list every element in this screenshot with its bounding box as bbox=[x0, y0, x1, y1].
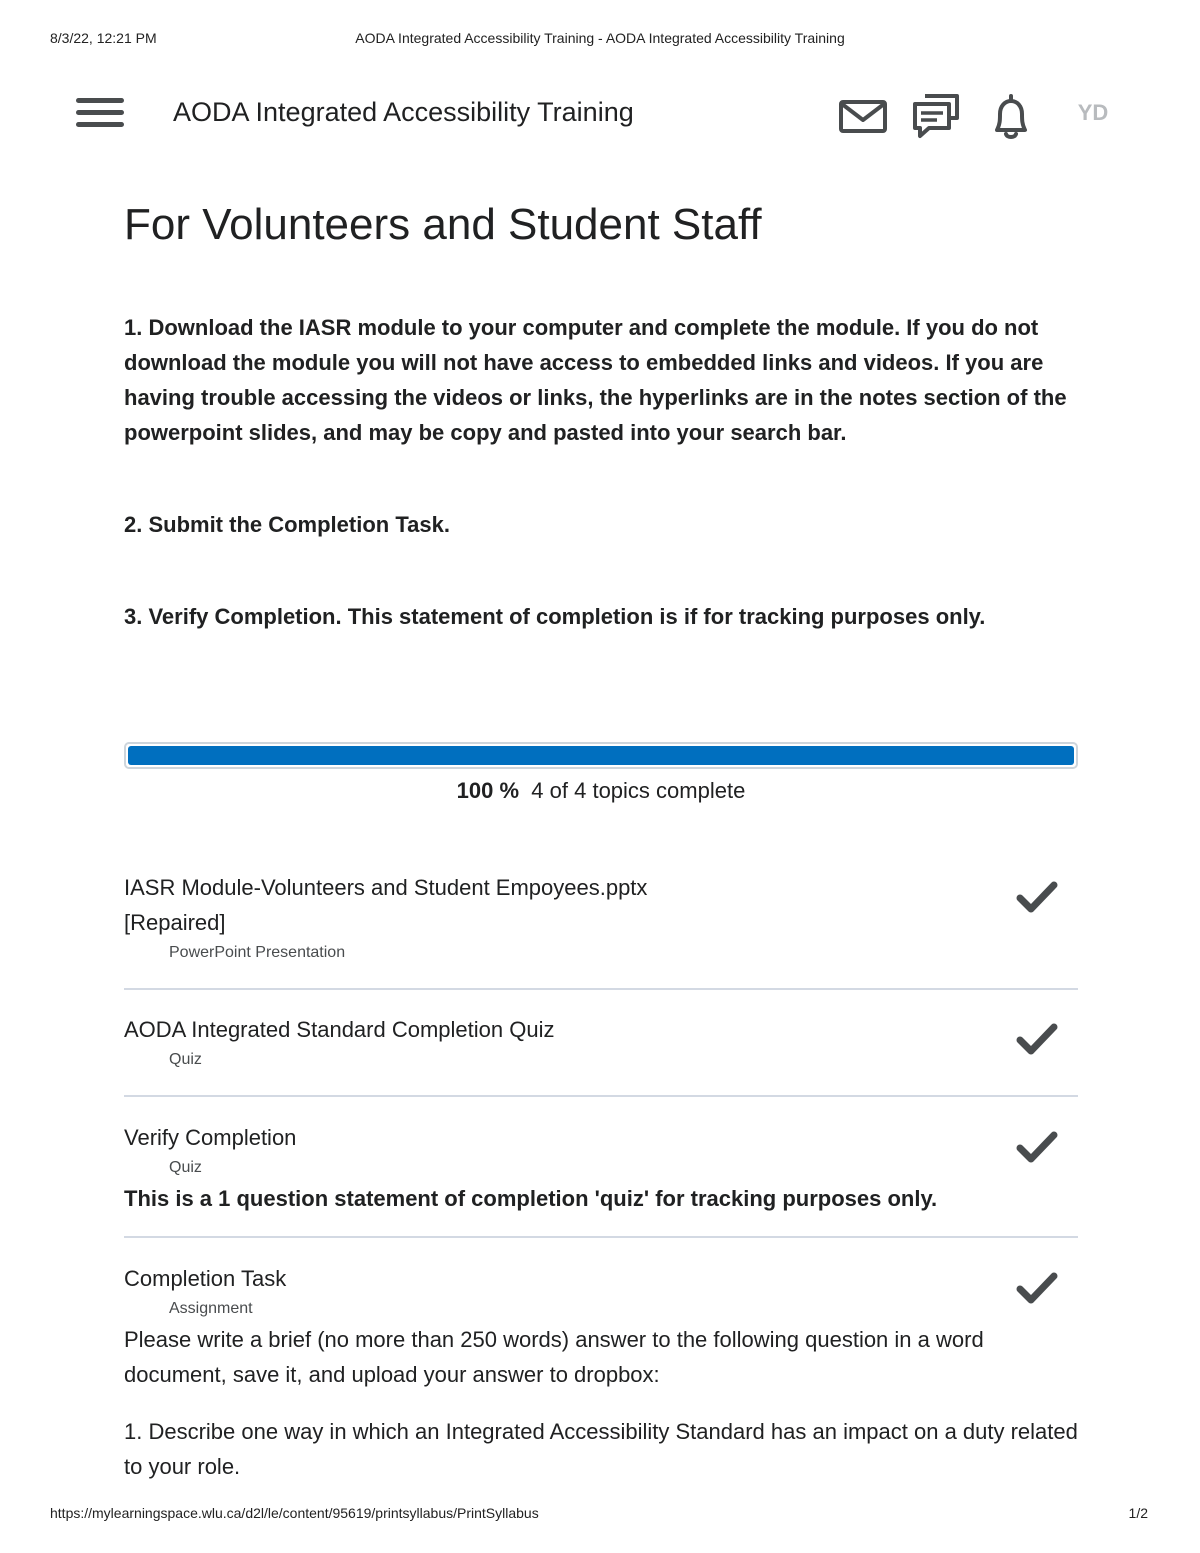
topic-type: Assignment bbox=[169, 1300, 253, 1317]
topic-title[interactable]: IASR Module-Volunteers and Student Empoyees.pptx [Repaired] bbox=[124, 875, 648, 935]
page-title: For Volunteers and Student Staff bbox=[124, 200, 762, 249]
course-title[interactable]: AODA Integrated Accessibility Training bbox=[173, 97, 634, 127]
topic-item[interactable] bbox=[124, 870, 1078, 966]
topic-question: 1. Describe one way in which an Integrated Accessibility Standard has an impact on a duty related to your role. bbox=[124, 1419, 1078, 1479]
topic-title[interactable]: AODA Integrated Standard Completion Quiz bbox=[124, 1017, 555, 1042]
page-number: 1/2 bbox=[1128, 1505, 1148, 1521]
progress-topics-count: 4 of 4 topics complete bbox=[531, 778, 746, 803]
progress-percent: 100 % bbox=[456, 778, 520, 803]
chat-icon[interactable] bbox=[911, 92, 961, 140]
checkmark-icon bbox=[1016, 1022, 1058, 1056]
print-header bbox=[0, 30, 1200, 50]
divider bbox=[124, 1236, 1078, 1238]
checkmark-icon bbox=[1016, 1271, 1058, 1305]
topic-item[interactable] bbox=[124, 1261, 1078, 1484]
checkmark-icon bbox=[1016, 1130, 1058, 1164]
mail-icon[interactable] bbox=[838, 92, 888, 140]
progress-bar bbox=[124, 742, 1078, 769]
topic-item[interactable] bbox=[124, 1012, 1078, 1073]
hamburger-menu-icon[interactable] bbox=[76, 98, 126, 134]
topic-type: PowerPoint Presentation bbox=[169, 944, 346, 961]
topic-type: Quiz bbox=[169, 1159, 202, 1176]
topic-type: Quiz bbox=[169, 1051, 202, 1068]
navbar bbox=[0, 80, 1200, 150]
print-datetime: 8/3/22, 12:21 PM bbox=[50, 30, 157, 46]
divider bbox=[124, 1095, 1078, 1097]
user-avatar[interactable]: YD bbox=[1077, 100, 1109, 125]
print-page-title: AODA Integrated Accessibility Training - AODA Integrated Accessibility Training bbox=[355, 30, 845, 46]
checkmark-icon bbox=[1016, 880, 1058, 914]
topic-item[interactable] bbox=[124, 1120, 1078, 1216]
print-url: https://mylearningspace.wlu.ca/d2l/le/content/95619/printsyllabus/PrintSyllabus bbox=[50, 1505, 539, 1521]
progress-bar-fill bbox=[128, 746, 1074, 765]
instruction-1: 1. Download the IASR module to your computer and complete the module. If you do not download the module you will not have access to embedded links and videos. If you are having trouble accessing the videos or links, the hyperlinks are in the notes section of the powerpoint slides, and may be copy and pasted into your search bar. bbox=[124, 315, 1067, 445]
topic-title[interactable]: Completion Task bbox=[124, 1266, 287, 1291]
progress-label bbox=[124, 778, 1078, 804]
instruction-2: 2. Submit the Completion Task. bbox=[124, 512, 450, 537]
print-footer bbox=[0, 1505, 1200, 1525]
topic-title[interactable]: Verify Completion bbox=[124, 1125, 297, 1150]
bell-icon[interactable] bbox=[986, 92, 1036, 140]
topic-description: Please write a brief (no more than 250 words) answer to the following question in a word document, save it, and upload your answer to dropbox: bbox=[124, 1327, 984, 1387]
instruction-3: 3. Verify Completion. This statement of completion is if for tracking purposes only. bbox=[124, 604, 986, 629]
divider bbox=[124, 988, 1078, 990]
topic-description: This is a 1 question statement of completion 'quiz' for tracking purposes only. bbox=[124, 1186, 938, 1211]
